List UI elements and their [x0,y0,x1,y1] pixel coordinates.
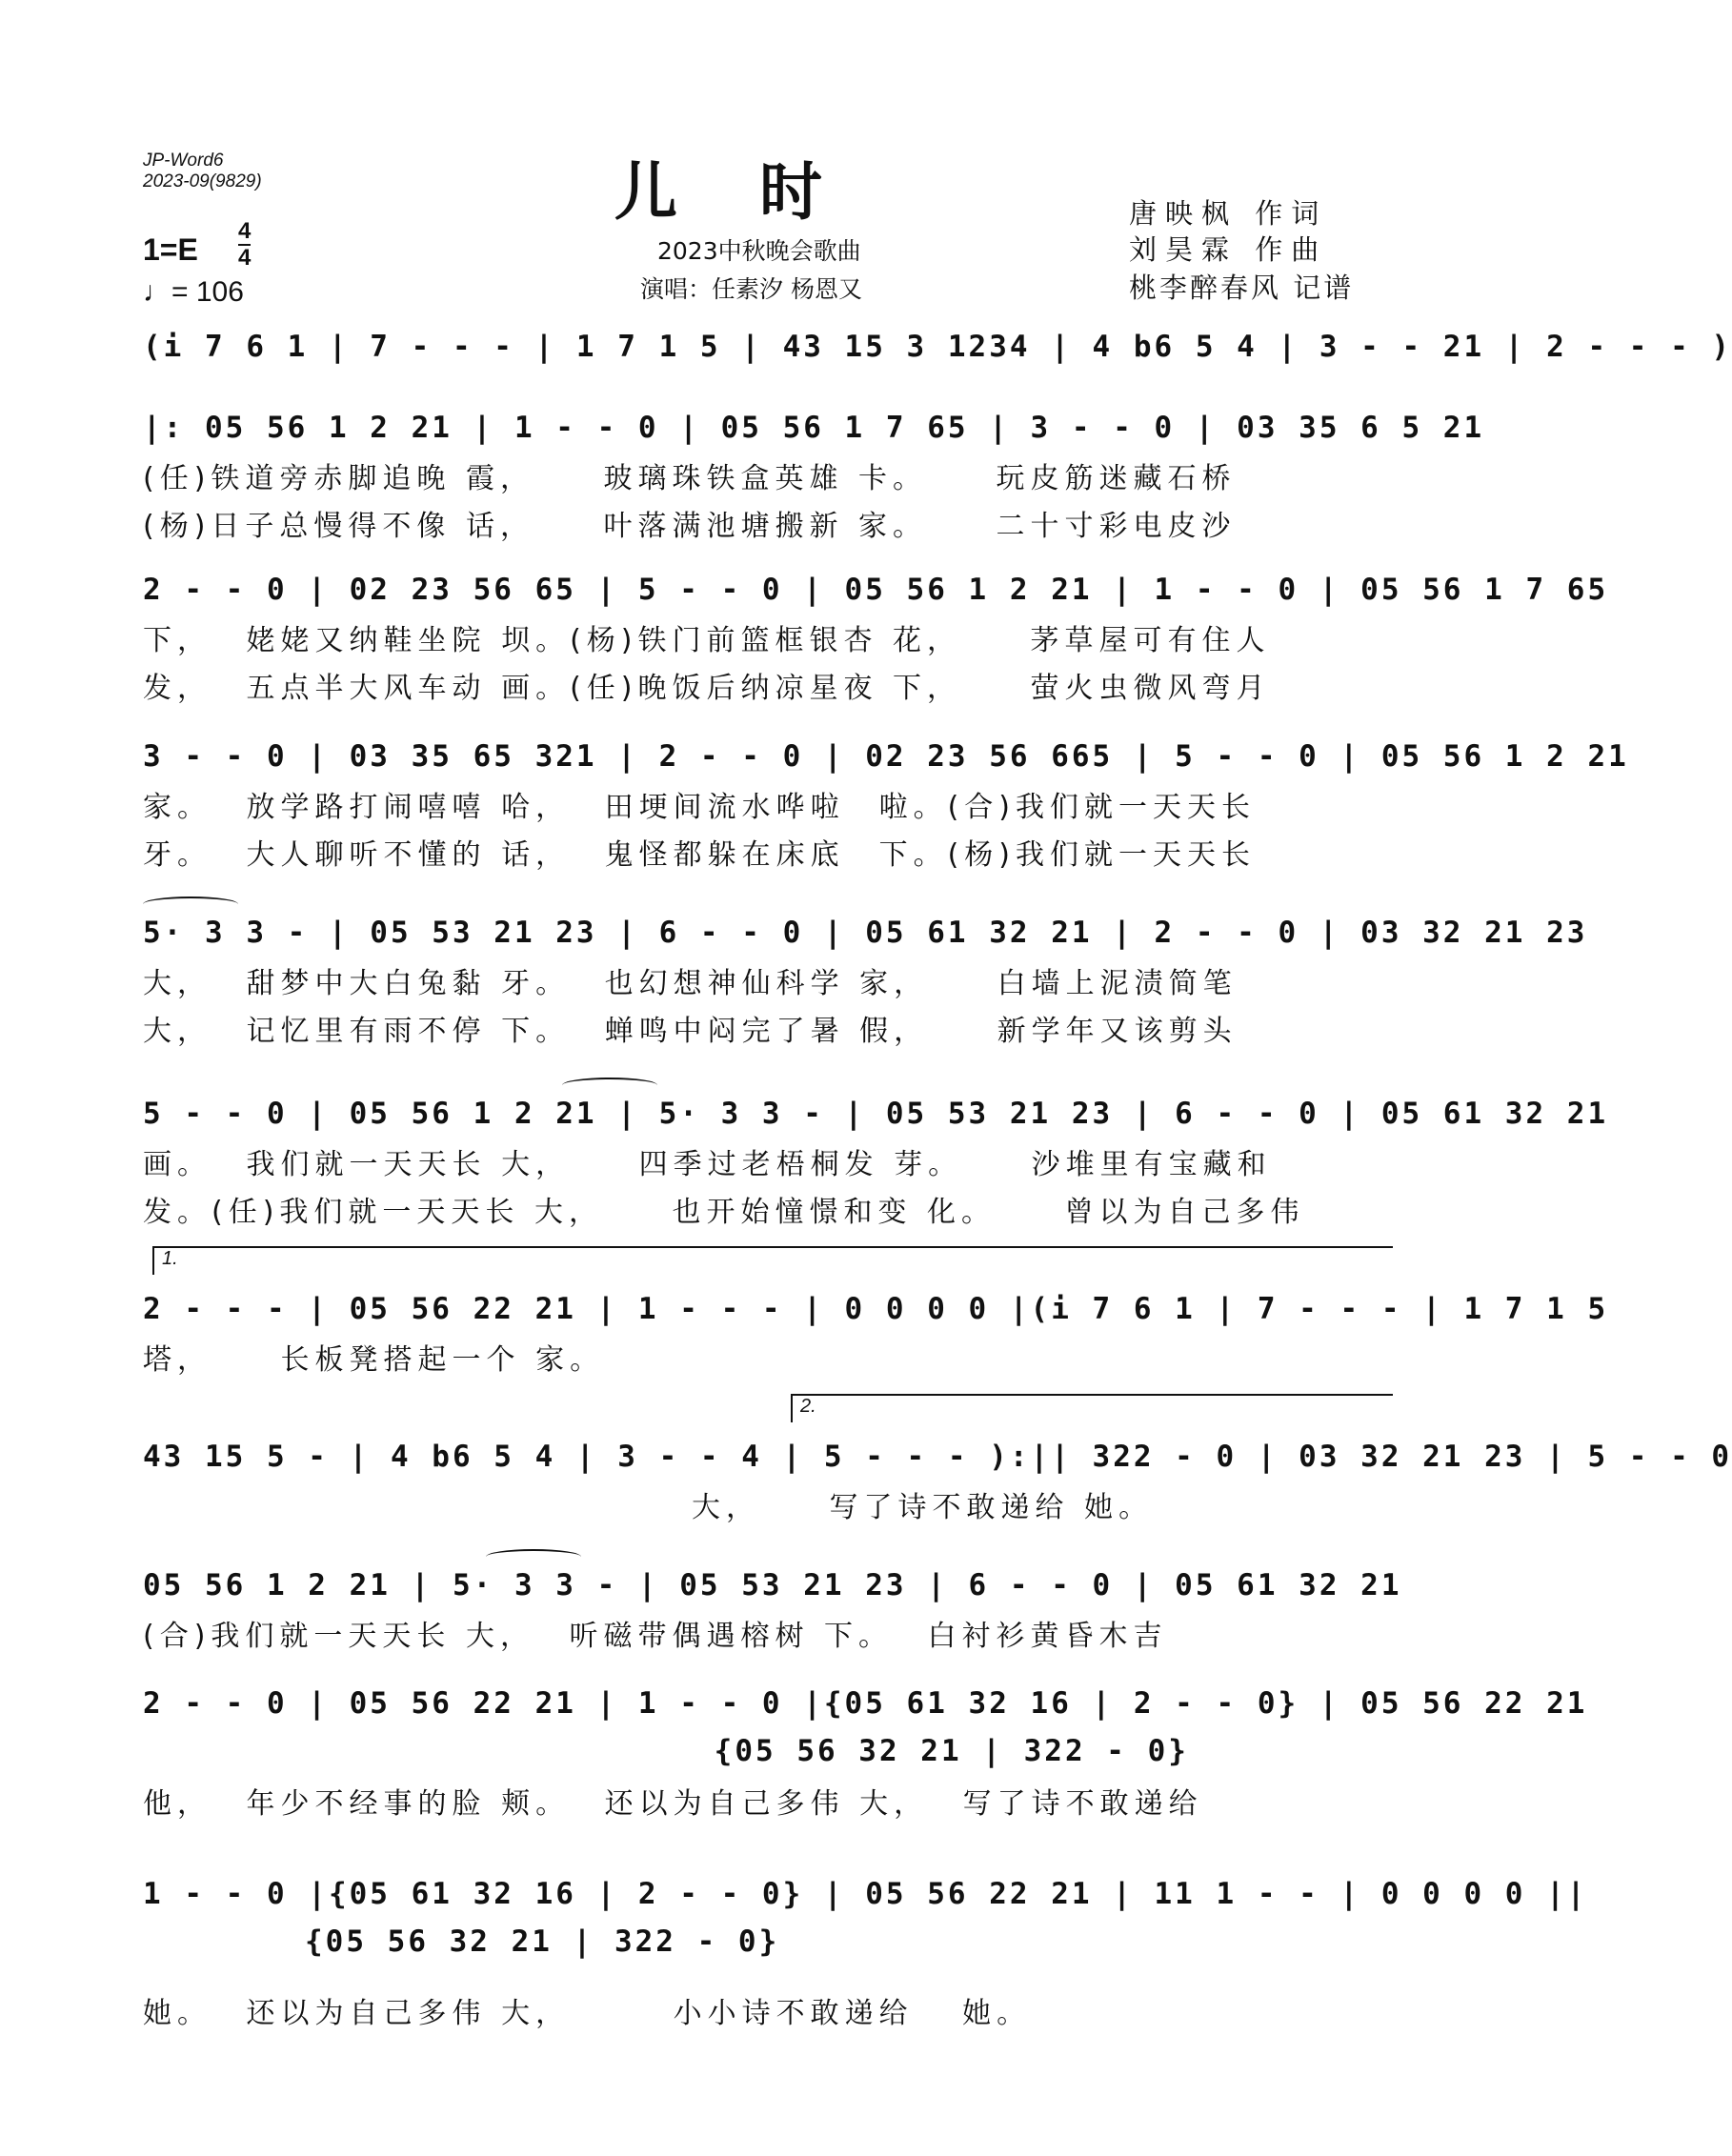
jianpu-notes: 43 15 5 - | 4 b6 5 4 | 3 - - 4 | 5 - - - ):|| 322 - 0 | 03 32 21 23 | 5 - - 0 [143,1440,1732,1474]
jianpu-notes: 2 - - 0 | 02 23 56 65 | 5 - - 0 | 05 56 1 2 21 | 1 - - 0 | 05 56 1 7 65 [143,573,1609,607]
lyric-verse-1: 大， 甜梦中大白兔黏 牙。 也幻想神仙科学 家， 白墙上泥渍简笔 [143,967,1238,1000]
jianpu-notes: 05 56 1 2 21 | 5· 3 3 - | 05 53 21 23 | 6 - - 0 | 05 61 32 21 [143,1568,1402,1602]
notes-line [143,1434,1732,1483]
performers: 演唱：任素汐 杨恩又 [640,275,862,303]
jianpu-notes-upper: 1 - - 0 |{05 61 32 16 | 2 - - 0} | 05 56 22 21 | 11 1 - - | 0 0 0 0 || [143,1877,1588,1911]
software-label: JP-Word6 [143,151,224,171]
jianpu-notes: 3 - - 0 | 03 35 65 321 | 2 - - 0 | 02 23 56 665 | 5 - - 0 | 05 56 1 2 21 [143,739,1629,774]
jianpu-notes: 2 - - - | 05 56 22 21 | 1 - - - | 0 0 0 0 |(i 7 6 1 | 7 - - - | 1 7 1 5 [143,1292,1609,1326]
notes-line [143,910,1588,959]
score-system-9 [143,1686,1588,1839]
score-system-1 [143,405,1485,548]
song-title: 儿 时 [614,154,832,229]
lyric-verse-2: 牙。 大人聊听不懂的 话， 鬼怪都躲在床底 下。(杨)我们就一天天长 [143,838,1257,872]
lyric-verse-1: 她。 还以为自己多伟 大， 小小诗不敢递给 她。 [143,1997,1032,2030]
score-system-3 [143,734,1629,877]
notes-line [143,1091,1609,1140]
score-system-6 [143,1248,1609,1381]
composer-credit: 刘昊霖 作曲 [1129,233,1328,266]
time-signature: 4 4 [238,218,252,271]
notes-line [143,1877,1588,1959]
lyric-verse-1: 大， 写了诗不敢递给 她。 [143,1491,1154,1524]
lyric-verse-1: (任)铁道旁赤脚追晚 霞， 玻璃珠铁盒英雄 卡。 玩皮筋迷藏石桥 [143,462,1237,495]
notes-line [143,1686,1588,1768]
lyric-verse-2: 发。(任)我们就一天天长 大， 也开始憧憬和变 化。 曾以为自己多伟 [143,1196,1305,1229]
lyric-verse-1: (合)我们就一天天长 大， 听磁带偶遇榕树 下。 白衬衫黄昏木吉 [143,1620,1168,1653]
notes-line [143,1286,1609,1336]
notes-line [143,324,1732,373]
tempo-marking: ♩= 106 [143,276,244,308]
transcriber-credit: 桃李醉春风 记谱 [1129,272,1355,304]
lyric-verse-1: 家。 放学路打闹嘻嘻 哈， 田埂间流水哗啦 啦。(合)我们就一天天长 [143,791,1257,824]
lyricist-credit: 唐映枫 作词 [1129,197,1328,230]
key-signature: 1=E [143,232,198,267]
score-system-2 [143,567,1609,710]
score-system-8 [143,1562,1402,1658]
lyric-verse-1: 他， 年少不经事的脸 颊。 还以为自己多伟 大， 写了诗不敢递给 [143,1787,1203,1821]
song-subtitle: 2023中秋晚会歌曲 [657,237,861,265]
score-system-4 [143,910,1588,1053]
notes-line [143,1562,1402,1612]
lyric-verse-2: 发， 五点半大风车动 画。(任)晚饭后纳凉星夜 下， 萤火虫微风弯月 [143,672,1271,705]
score-system-10 [143,1877,1588,2030]
notes-line [143,567,1609,616]
jianpu-notes-upper: 2 - - 0 | 05 56 22 21 | 1 - - 0 |{05 61 32 16 | 2 - - 0} | 05 56 22 21 [143,1686,1588,1721]
lyric-verse-1: 下， 姥姥又纳鞋坐院 坝。(杨)铁门前篮框银杏 花， 茅草屋可有住人 [143,624,1271,657]
lyric-verse-1: 塔， 长板凳搭起一个 家。 [143,1343,605,1377]
notes-line [143,405,1485,454]
jianpu-notes-lower: {05 56 32 21 | 322 - 0} [143,1924,780,1959]
lyric-verse-2: (杨)日子总慢得不像 话， 叶落满池塘搬新 家。 二十寸彩电皮沙 [143,510,1237,543]
jianpu-notes-lower: {05 56 32 21 | 322 - 0} [143,1734,1189,1768]
volta-number: 1. [162,1248,178,1269]
score-system-5 [143,1091,1609,1234]
volta-number: 2. [800,1396,816,1417]
lyric-verse-1: 画。 我们就一天天长 大， 四季过老梧桐发 芽。 沙堆里有宝藏和 [143,1148,1272,1181]
jianpu-notes: (i 7 6 1 | 7 - - - | 1 7 1 5 | 43 15 3 1234 | 4 b6 5 4 | 3 - - 21 | 2 - - - ) [143,330,1732,364]
notes-line [143,734,1629,783]
version-label: 2023-09(9829) [143,171,262,191]
first-ending-bracket [152,1246,1393,1275]
jianpu-notes: 5 - - 0 | 05 56 1 2 21 | 5· 3 3 - | 05 53 21 23 | 6 - - 0 | 05 61 32 21 [143,1097,1609,1131]
score-system-intro [143,324,1732,400]
lyric-verse-2: 大， 记忆里有雨不停 下。 蝉鸣中闷完了暑 假， 新学年又该剪头 [143,1015,1238,1048]
jianpu-notes: |: 05 56 1 2 21 | 1 - - 0 | 05 56 1 7 65 | 3 - - 0 | 03 35 6 5 21 [143,411,1485,445]
second-ending-bracket [791,1394,1393,1422]
jianpu-notes: 5· 3 3 - | 05 53 21 23 | 6 - - 0 | 05 61 32 21 | 2 - - 0 | 03 32 21 23 [143,916,1588,950]
score-system-7 [143,1396,1732,1529]
